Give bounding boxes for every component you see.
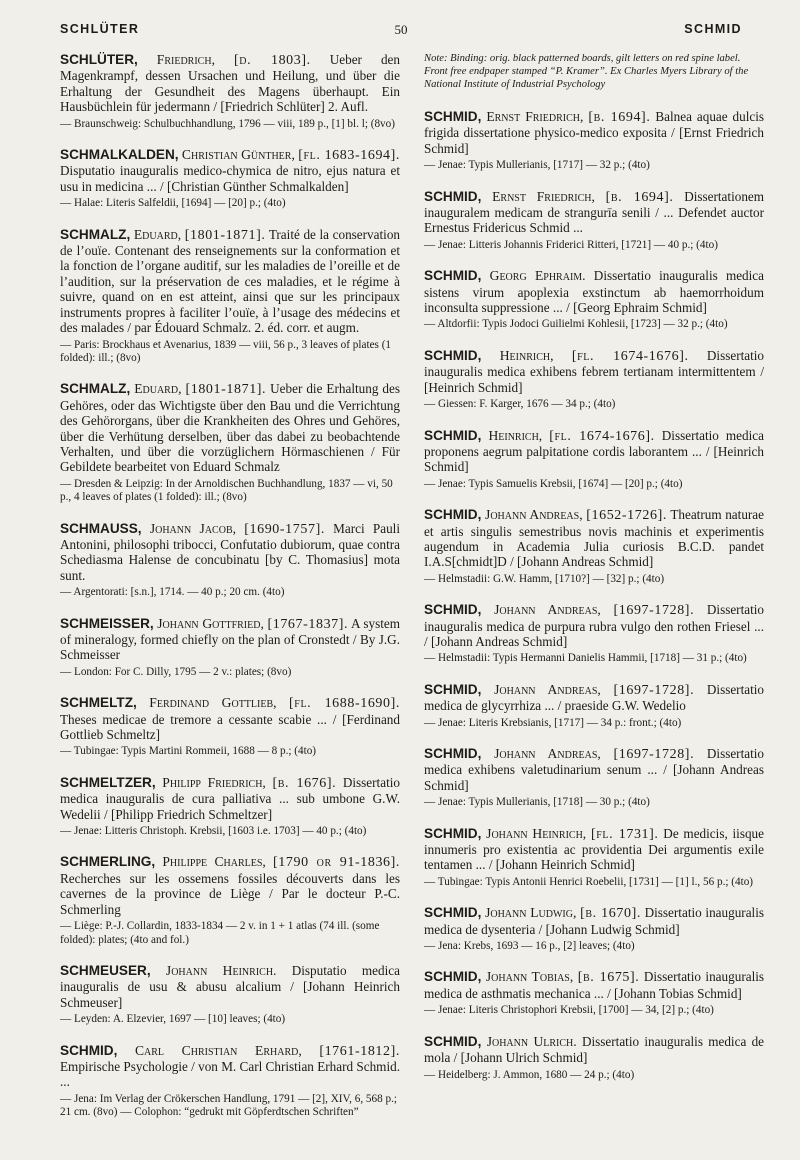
catalog-entry — [60, 381, 400, 504]
entry-imprint: — Jenae: Litteris Christoph. Krebsii, [1603 i.e. 1703] — 40 p.; (4to) — [60, 825, 367, 838]
author-dates: [fl. 1688-1690]. — [289, 696, 400, 712]
entry-heading — [60, 695, 400, 742]
catalog-entry — [424, 682, 764, 730]
entry-heading — [60, 381, 400, 474]
catalog-entry — [424, 602, 764, 666]
entry-heading — [60, 616, 400, 663]
catalog-entry — [60, 147, 400, 211]
author-surname: SCHMALZ, — [60, 226, 131, 242]
catalog-entry — [424, 428, 764, 492]
author-dates: [1697-1728]. — [613, 603, 695, 619]
entry-imprint: — Jenae: Typis Samuelis Krebsii, [1674] — [20] p.; (4to) — [424, 477, 683, 490]
entry-imprint: — Jena: Im Verlag der Crökerschen Handlung, 1791 — [2], XIV, 6, 568 p.; 21 cm. (8vo) — Colophon: “gedrukt mit Göpferdtschen Schriften” — [60, 1092, 398, 1119]
entry-imprint: — Jenae: Typis Mullerianis, [1718] — 30 p.; (4to) — [424, 796, 650, 809]
entry-title: Ueber den Magenkrampf, dessen Ursachen und Heilung, und über die Erhaltung der Gesundheit des Magens überhaupt. Ein Hausbüchlein für jedermann / [Friedrich Schlüter] 2. Aufl. — [60, 52, 400, 115]
author-dates: [1697-1728]. — [613, 682, 695, 698]
author-given-name: Philippe Charles, — [162, 854, 266, 870]
author-given-name: Johann Ulrich. — [486, 1033, 577, 1049]
author-given-name: Ferdinand Gottlieb, — [149, 695, 277, 711]
entry-imprint: — Leyden: A. Elzevier, 1697 — [10] leaves; (4to) — [60, 1013, 286, 1026]
entry-title: Ueber die Erhaltung des Gehöres, oder das Wichtigste über den Bau und die Verrichtung des Gehörorgans, über die Krankheiten des Ohres und Gehöres, über die Verhütung derselben, über das dabei zu beobachtende Verhalten, und über die vorzüglichern Hörmaschienen / Für Gebildete bearbeitet von Eduard Schmalz — [60, 381, 400, 475]
catalog-entry — [60, 52, 400, 131]
author-surname: SCHMID, — [424, 825, 482, 841]
author-dates: [1801-1871]. — [185, 382, 267, 398]
author-surname: SCHMID, — [424, 602, 482, 618]
entry-title: Dissertatio inauguralis medica exhibens febrem tertianam intermittentem / [Heinrich Schmid] — [424, 347, 765, 395]
author-given-name: Johann Gottfried, — [157, 615, 264, 631]
author-dates: [b. 1694]. — [605, 189, 674, 205]
author-surname: SCHMID, — [424, 109, 482, 124]
entry-title: Dissertatio medica exhibens valetudinarium senum ... / [Johann Andreas Schmid] — [424, 746, 765, 793]
entry-heading — [424, 507, 764, 570]
author-given-name: Johann Ludwig, — [485, 905, 577, 921]
author-dates: [fl. 1731]. — [590, 826, 659, 842]
catalog-entry — [424, 348, 764, 412]
entry-imprint: — Heidelberg: J. Ammon, 1680 — 24 p.; (4to) — [424, 1068, 635, 1081]
catalog-entry — [60, 521, 400, 600]
catalog-entry — [424, 746, 764, 810]
author-dates: [fl. 1674-1676]. — [549, 428, 655, 444]
entry-heading — [60, 1043, 400, 1090]
page-number: 50 — [394, 22, 408, 37]
entry-imprint: — Braunschweig: Schulbuchhandlung, 1796 — viii, 189 p., [1] bl. l; (8vo) — [60, 117, 395, 130]
catalog-entry — [60, 1043, 400, 1120]
entry-title: Balnea aquae dulcis frigida dissertatione physico-medico exposita / [Ernst Friedrich Schmid] — [424, 109, 765, 156]
author-surname: SCHMID, — [424, 188, 482, 204]
catalog-entry — [424, 268, 764, 332]
entry-heading — [424, 826, 764, 873]
author-given-name: Eduard, — [133, 226, 182, 242]
author-surname: SCHMALKALDEN, — [60, 147, 179, 163]
entry-imprint: — Helmstadii: Typis Hermanni Danielis Hammii, [1718] — 31 p.; (4to) — [424, 652, 747, 665]
entry-title: Traité de la conservation de l’ouïe. Contenant des renseignements sur la conformation et la fonction de l’organe auditif, sur les maladies de l’oreille et de l’audition, sur la préservation de ces maladies, et le régime à suivre, quand on en est atteint, ainsi que sur les principaux instruments propres à faciliter l’ouïe, à l’usage des médecins et des malades / par Édouard Schmalz. 2. éd. corr. et augm. — [60, 226, 401, 336]
entry-heading — [60, 963, 400, 1010]
author-given-name: Heinrich, — [499, 347, 554, 363]
author-dates: [1761-1812]. — [319, 1043, 400, 1059]
entry-title: Disputatio medica inauguralis de usu & abusu alcalium / [Johann Heinrich Schmeuser] — [60, 962, 400, 1010]
catalog-entry — [424, 109, 764, 173]
entry-title: Empirische Psychologie / von M. Carl Christian Erhard Schmid. ... — [60, 1058, 400, 1090]
author-dates: [1652-1726]. — [586, 508, 667, 524]
author-given-name: Johann Tobias, — [485, 969, 574, 985]
author-dates: [b. 1676]. — [272, 775, 337, 791]
catalog-entry — [60, 227, 400, 366]
author-given-name: Eduard, — [134, 381, 182, 397]
entry-title: Dissertatio medica proponens aegrum palpitatione cordis laborantem ... / [Heinrich Schmid] — [424, 427, 765, 475]
author-dates: [1697-1728]. — [613, 747, 695, 762]
entry-imprint: — Jena: Krebs, 1693 — 16 p., [2] leaves; (4to) — [424, 940, 635, 953]
entry-imprint: — Jenae: Literis Krebsianis, [1717] — 34 p.: front.; (4to) — [424, 716, 682, 729]
entry-title: Marci Pauli Antonini, philosophi tribocci, Confutatio dubiorum, quae contra Schediasma Halense de concubinatu [by C. Thomasius] mota sunt. — [60, 520, 400, 583]
author-given-name: Friedrich, — [156, 52, 215, 67]
entry-heading — [424, 602, 764, 649]
entry-heading — [424, 348, 764, 395]
author-given-name: Johann Jacob, — [149, 520, 237, 536]
author-surname: SCHMID, — [424, 1033, 482, 1049]
header-right-term: SCHMID — [684, 22, 742, 36]
entry-title: Dissertatio inauguralis medica de mola / [Johann Ulrich Schmid] — [424, 1033, 765, 1066]
entry-heading — [424, 905, 764, 937]
entry-imprint: — Liège: P.-J. Collardin, 1833-1834 — 2 v. in 1 + 1 atlas (74 ill. (some folded): plates; (4to and fol.) — [60, 920, 380, 946]
catalog-entry — [424, 507, 764, 586]
author-given-name: Philipp Friedrich, — [162, 774, 266, 790]
author-surname: SCHMID, — [424, 681, 482, 697]
entry-heading — [60, 147, 400, 194]
author-surname: SCHMID, — [424, 268, 482, 284]
catalog-entry — [60, 616, 400, 680]
author-dates: [d. 1803]. — [233, 53, 311, 68]
entry-title: De medicis, iisque innumeris pro existentia ac providentia Dei argumentis exile tentamen ... / [Johann Heinrich Schmid] — [424, 825, 765, 873]
entry-title: Dissertatio medica de glycyrrhiza ... / praeside G.W. Wedelio — [424, 681, 765, 714]
entry-imprint: — Jenae: Litteris Johannis Friderici Ritteri, [1721] — 40 p.; (4to) — [424, 238, 718, 251]
entry-heading — [424, 109, 764, 156]
author-given-name: Georg Ephraim. — [489, 268, 586, 284]
entry-title: Disputatio inauguralis medico-chymica de nitro, ejus natura et usu in medicina ... / [Christian Günther Schmalkalden] — [60, 163, 400, 194]
entry-heading — [424, 189, 764, 236]
entry-title: Dissertatio inauguralis medica de dysenteria / [Johann Ludwig Schmid] — [424, 905, 765, 937]
catalog-entry — [424, 969, 764, 1017]
author-given-name: Johann Andreas, — [494, 681, 601, 697]
entry-imprint: — Altdorfii: Typis Jodoci Guilielmi Kohlesii, [1723] — 32 p.; (4to) — [424, 318, 728, 331]
entry-title: A system of mineralogy, formed chiefly on the plan of Cronstedt / By J.G. Schmeisser — [60, 615, 401, 663]
author-given-name: Heinrich, — [488, 427, 543, 443]
entry-title: Dissertatio inauguralis medica de asthmatis mechanica ... / [Johann Tobias Schmid] — [424, 969, 765, 1001]
entry-imprint: — Tubingae: Typis Martini Rommeii, 1688 — 8 p.; (4to) — [60, 745, 317, 758]
author-surname: SCHMID, — [424, 427, 482, 443]
author-surname: SCHMALZ, — [60, 381, 131, 397]
author-surname: SCHMAUSS, — [60, 520, 142, 536]
catalog-entry — [60, 775, 400, 839]
author-surname: SCHMID, — [424, 905, 482, 921]
author-given-name: Carl Christian Erhard, — [134, 1042, 302, 1058]
author-given-name: Christian Günther, — [181, 147, 295, 163]
author-surname: SCHMERLING, — [60, 854, 156, 870]
entry-imprint: — Argentorati: [s.n.], 1714. — 40 p.; 20 cm. (4to) — [60, 586, 285, 599]
author-surname: SCHMID, — [424, 507, 482, 523]
entry-imprint: — Halae: Literis Salfeldii, [1694] — [20] p.; (4to) — [60, 197, 286, 210]
entry-title: Dissertatio inauguralis medica de purpura rubra vulgo den rothen Friesel ... / [Johann Andreas Schmid] — [424, 602, 765, 649]
author-dates: [1790 or 91-1836]. — [273, 855, 400, 871]
author-surname: SCHLÜTER, — [60, 52, 138, 67]
author-given-name: Ernst Friedrich, — [492, 188, 595, 204]
author-given-name: Johann Andreas, — [485, 507, 583, 523]
entry-heading — [424, 428, 764, 475]
catalog-entry — [424, 1034, 764, 1082]
author-given-name: Johann Heinrich. — [165, 962, 277, 978]
author-dates: [b. 1670]. — [580, 906, 641, 922]
author-surname: SCHMEUSER, — [60, 962, 151, 978]
left-column — [60, 52, 400, 1136]
entry-heading — [60, 521, 400, 584]
author-dates: [1690-1757]. — [244, 521, 325, 537]
entry-heading — [60, 227, 400, 336]
author-dates: [1801-1871]. — [184, 227, 266, 243]
author-surname: SCHMID, — [424, 969, 482, 985]
entry-heading — [424, 268, 764, 315]
author-given-name: Johann Andreas, — [494, 602, 601, 618]
running-header — [60, 22, 742, 40]
entry-heading — [424, 1034, 764, 1066]
catalog-entry — [60, 854, 400, 946]
entry-heading — [60, 52, 400, 115]
entry-heading — [60, 775, 400, 822]
entry-imprint: — Paris: Brockhaus et Avenarius, 1839 — viii, 56 p., 3 leaves of plates (1 folded): ill.; (8vo) — [60, 338, 392, 364]
entry-imprint: — London: For C. Dilly, 1795 — 2 v.: plates; (8vo) — [60, 665, 292, 678]
catalog-entry — [424, 826, 764, 890]
entry-imprint: — Dresden & Leipzig: In der Arnoldischen Buchhandlung, 1837 — vi, 50 p., 4 leaves of plates (1 folded): ill.; (8vo) — [60, 477, 393, 504]
entry-imprint: — Jenae: Literis Christophori Krebsii, [1700] — 34, [2] p.; (4to) — [424, 1004, 714, 1017]
author-given-name: Johann Heinrich, — [486, 825, 587, 841]
entry-imprint: — Tubingae: Typis Antonii Henrici Roebelii, [1731] — [1] l., 56 p.; (4to) — [424, 875, 754, 888]
entry-heading — [424, 969, 764, 1001]
author-surname: SCHMID, — [60, 1042, 118, 1058]
author-surname: SCHMEISSER, — [60, 615, 154, 631]
catalog-entry — [424, 189, 764, 253]
entry-heading — [424, 746, 764, 793]
entry-heading — [424, 682, 764, 714]
author-surname: SCHMID, — [424, 746, 482, 761]
entry-title: Dissertatio inauguralis medica sistens virum apoplexia exstinctum ab haemorrhoidum inconsulta suppressione ... / [Georg Ephraim Schmid] — [424, 268, 765, 316]
entry-imprint: — Jenae: Typis Mullerianis, [1717] — 32 p.; (4to) — [424, 159, 650, 172]
author-dates: [b. 1694]. — [588, 110, 651, 125]
author-dates: [b. 1675]. — [577, 970, 640, 986]
entry-imprint: — Giessen: F. Karger, 1676 — 34 p.; (4to) — [424, 398, 616, 411]
binding-note: Note: Binding: orig. black patterned boards, gilt letters on red spine label. Front free endpaper stamped “P. Kramer”. Ex Charles Myers Library of the National Institute of Industrial Psychology — [424, 53, 749, 90]
catalog-entry — [60, 695, 400, 759]
author-dates: [1767-1837]. — [267, 616, 349, 632]
entry-title: Dissertatio medica inauguralis de cura palliativa ... sub umbone G.W. Wedelii / [Philipp Friedrich Schmeltzer] — [60, 774, 400, 822]
author-given-name: Ernst Friedrich, — [486, 109, 584, 124]
author-dates: [fl. 1674-1676]. — [571, 348, 689, 364]
author-given-name: Johann Andreas, — [494, 746, 601, 761]
entry-heading — [60, 854, 400, 917]
author-surname: SCHMELTZER, — [60, 774, 156, 790]
catalog-entry — [60, 963, 400, 1027]
entry-title: Dissertationem inauguralem medicam de strangurīa senili / ... Defendet auctor Ernestus Fridericus Schmid ... — [424, 188, 765, 236]
entry-title: Theses medicae de tremore a cessante scabie ... / [Ferdinand Gottlieb Schmeltz] — [60, 711, 400, 743]
entry-imprint: — Helmstadii: G.W. Hamm, [1710?] — [32] p.; (4to) — [424, 572, 665, 585]
right-column — [424, 52, 764, 1098]
author-dates: [fl. 1683-1694]. — [298, 148, 401, 164]
header-left-term: SCHLÜTER — [60, 22, 140, 36]
catalog-entry — [424, 905, 764, 953]
entry-title: Recherches sur les ossemens fossiles découverts dans les cavernes de la province de Liège / Par le docteur P.-C. Schmerling — [60, 870, 400, 917]
author-surname: SCHMID, — [424, 347, 482, 363]
entry-title: Theatrum naturae et artis singulis semestribus novis machinis et experimentis augendum in Academia Julia curiosis B.C.D. pandet I.A.S[chmidt]D / [Johann Andreas Schmid] — [424, 507, 765, 570]
author-surname: SCHMELTZ, — [60, 695, 137, 711]
